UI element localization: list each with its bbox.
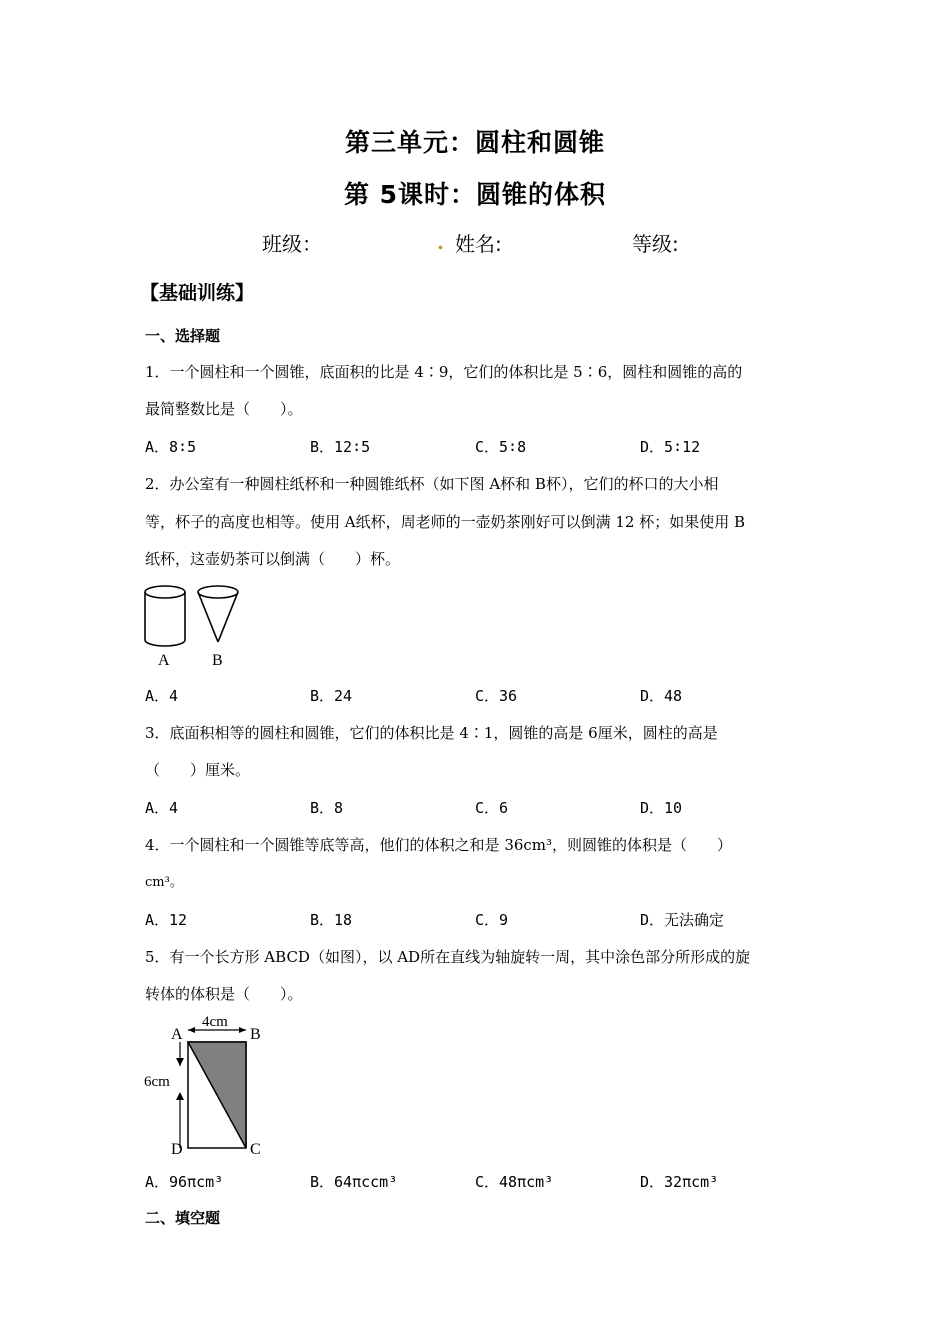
section-choice: 一、选择题	[145, 327, 221, 345]
height-label: 6cm	[144, 1074, 170, 1090]
question-line: 4．一个圆柱和一个圆锥等底等高，他们的体积之和是 36cm³，则圆锥的体积是（ ）	[145, 836, 733, 854]
rectangle-figure	[140, 1012, 280, 1157]
grade-label: 等级:	[632, 232, 679, 256]
corner-b-label: B	[250, 1026, 261, 1043]
option-d[interactable]: D．无法确定	[640, 911, 725, 929]
option-c[interactable]: C．6	[475, 799, 509, 817]
corner-a-label: A	[171, 1026, 183, 1043]
corner-d-label: D	[171, 1141, 183, 1157]
option-d[interactable]: D．48	[640, 687, 683, 705]
question-line: （ ）厘米。	[145, 761, 251, 779]
arrow-left-icon	[188, 1027, 195, 1033]
question-line: 转体的体积是（ ）。	[145, 985, 303, 1003]
separator-dot: .	[437, 230, 444, 254]
option-a[interactable]: A．96πcm³	[145, 1173, 224, 1191]
section-basic: 【基础训练】	[140, 282, 255, 304]
cone-cup-b	[198, 586, 238, 642]
cup-b-label: B	[212, 652, 223, 669]
question-line: 1．一个圆柱和一个圆锥，底面积的比是 4∶9，它们的体积比是 5∶6，圆柱和圆锥的高的	[145, 363, 743, 381]
arrow-down-icon	[176, 1058, 184, 1066]
option-a[interactable]: A．12	[145, 911, 188, 929]
question-line: 最简整数比是（ ）。	[145, 400, 303, 418]
lesson-title: 第 5课时：圆锥的体积	[343, 180, 607, 209]
option-b[interactable]: B．12∶5	[310, 438, 371, 456]
option-d[interactable]: D．5∶12	[640, 438, 701, 456]
question-line: 2．办公室有一种圆柱纸杯和一种圆锥纸杯（如下图 A杯和 B杯），它们的杯口的大小相	[145, 475, 719, 493]
option-d[interactable]: D．10	[640, 799, 683, 817]
unit-title: 第三单元：圆柱和圆锥	[344, 128, 605, 157]
question-line: cm³。	[145, 875, 183, 890]
question-line: 3．底面积相等的圆柱和圆锥，它们的体积比是 4∶1，圆锥的高是 6厘米，圆柱的高是	[145, 724, 718, 742]
cylinder-cup-a	[145, 586, 185, 646]
corner-c-label: C	[250, 1141, 261, 1157]
cups-figure	[140, 582, 250, 672]
question-line: 纸杯，这壶奶茶可以倒满（ ）杯。	[145, 550, 401, 568]
option-a[interactable]: A．4	[145, 687, 179, 705]
section-fill: 二、填空题	[145, 1209, 221, 1227]
option-b[interactable]: B．24	[310, 687, 353, 705]
width-label: 4cm	[202, 1014, 228, 1030]
option-c[interactable]: C．36	[475, 687, 518, 705]
option-a[interactable]: A．4	[145, 799, 179, 817]
cup-a-label: A	[158, 652, 170, 669]
option-d[interactable]: D．32πcm³	[640, 1173, 719, 1191]
question-line: 5．有一个长方形 ABCD（如图），以 AD所在直线为轴旋转一周，其中涂色部分所形成的旋	[145, 948, 751, 966]
option-b[interactable]: B．8	[310, 799, 344, 817]
option-c[interactable]: C．48πcm³	[475, 1173, 554, 1191]
option-b[interactable]: B．18	[310, 911, 353, 929]
option-b[interactable]: B．64πccm³	[310, 1173, 398, 1191]
class-label: 班级：	[262, 232, 322, 256]
arrow-up-icon	[176, 1092, 184, 1100]
option-c[interactable]: C．5∶8	[475, 438, 527, 456]
option-a[interactable]: A．8∶5	[145, 438, 197, 456]
question-line: 等，杯子的高度也相等。使用 A纸杯，周老师的一壶奶茶刚好可以倒满 12 杯；如果使用 B	[145, 513, 746, 531]
option-c[interactable]: C．9	[475, 911, 509, 929]
name-label: 姓名:	[455, 232, 502, 256]
arrow-right-icon	[239, 1027, 246, 1033]
shaded-triangle	[188, 1042, 246, 1148]
